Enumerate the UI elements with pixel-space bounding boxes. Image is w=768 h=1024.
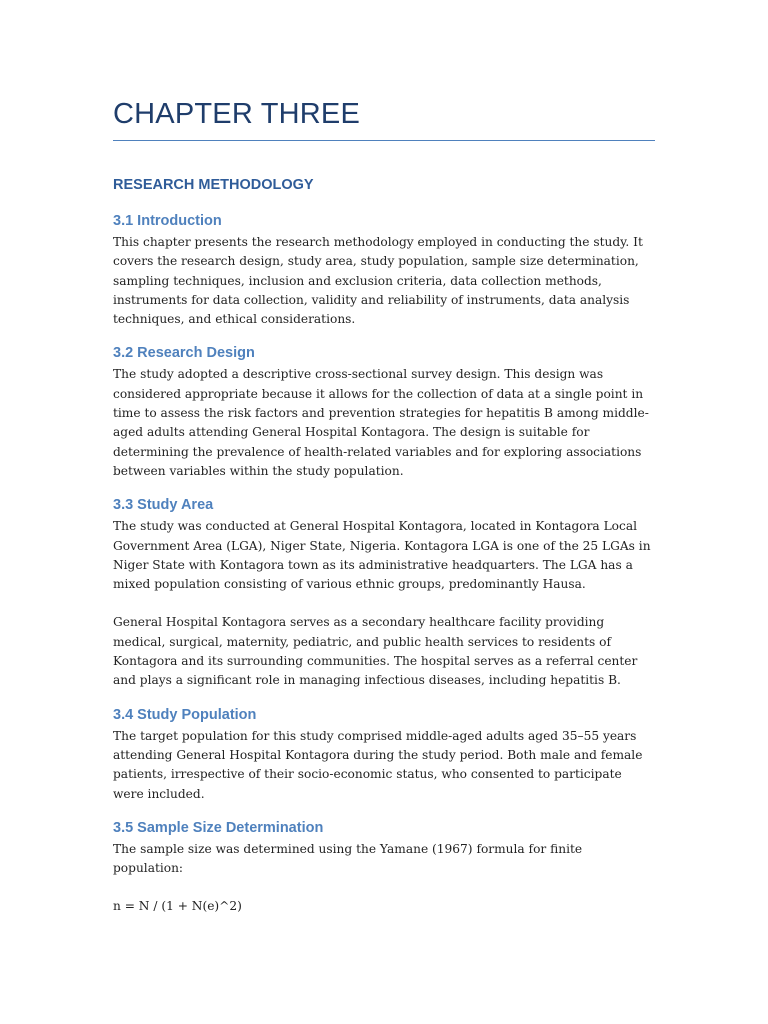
- chapter-title: CHAPTER THREE: [113, 98, 360, 130]
- introduction-paragraph: This chapter presents the research methodology employed in conducting the study. It covers the research design, study area, study population, sample size determination, sampling techniques, inclusion and exclusion criteria, data collection methods, instruments for data collection, validity and reliability of instruments, data analysis techniques, and ethical considerations.: [113, 235, 643, 327]
- section-heading-study-population: 3.4 Study Population: [113, 706, 257, 723]
- research-design-paragraph: The study adopted a descriptive cross-sectional survey design. This design was considered appropriate because it allows for the collection of data at a single point in time to assess the risk factors and prevention strategies for hepatitis B among middle-aged adults attending General Hospital Kontagora. The design is suitable for determining the prevalence of health-related variables and for exploring associations between variables within the study population.: [113, 367, 649, 478]
- sample-size-paragraph: The sample size was determined using the Yamane (1967) formula for finite population:: [113, 841, 583, 876]
- section-heading-research-design: 3.2 Research Design: [113, 345, 255, 362]
- study-population-paragraph: The target population for this study comprised middle-aged adults aged 35–55 years attending General Hospital Kontagora during the study period. Both male and female patients, irrespective of their socio-economic status, who consented to participate were included.: [113, 728, 643, 801]
- document-page: [113, 96, 655, 917]
- section-heading-sample-size: 3.5 Sample Size Determination: [113, 819, 324, 836]
- study-area-paragraph-1: The study was conducted at General Hospital Kontagora, located in Kontagora Local Government Area (LGA), Niger State, Nigeria. Kontagora LGA is one of the 25 LGAs in Niger State with Kontagora town as its administrative headquarters. The LGA has a mixed population consisting of various ethnic groups, predominantly Hausa.: [113, 519, 651, 592]
- study-area-paragraph-2: General Hospital Kontagora serves as a secondary healthcare facility providing medical, surgical, maternity, pediatric, and public health services to residents of Kontagora and its surrounding communities. The hospital serves as a referral center and plays a significant role in managing infectious diseases, including hepatitis B.: [113, 615, 638, 688]
- sample-size-formula: n = N / (1 + N(e)^2): [113, 899, 242, 914]
- title-divider: [113, 140, 655, 141]
- section-heading-study-area: 3.3 Study Area: [113, 497, 214, 514]
- main-heading: RESEARCH METHODOLOGY: [113, 177, 314, 193]
- section-heading-introduction: 3.1 Introduction: [113, 213, 222, 229]
